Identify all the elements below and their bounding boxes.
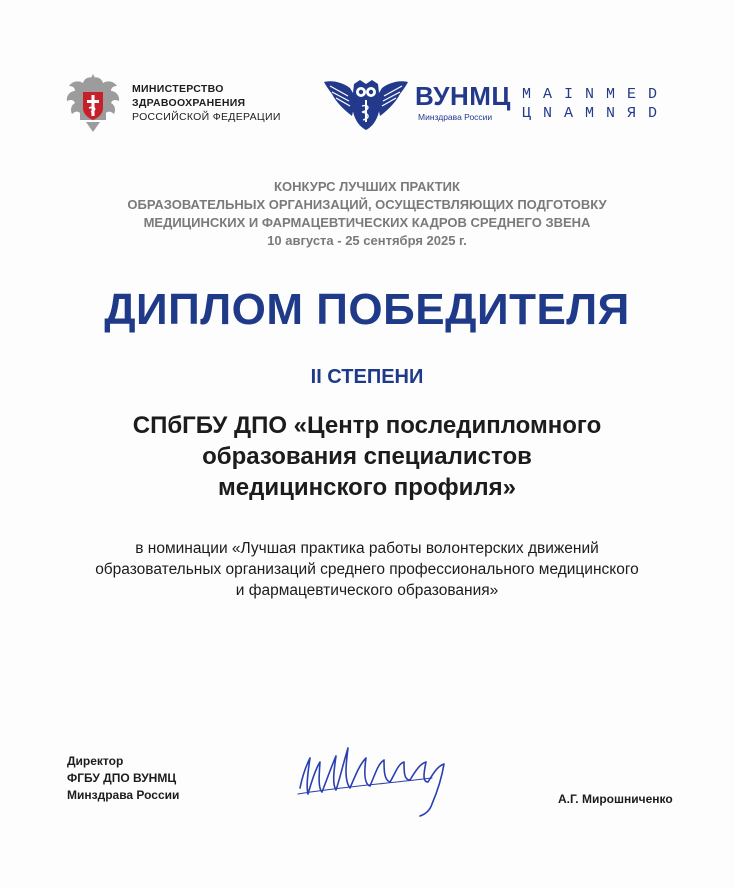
vunmc-title: ВУНМЦ [415, 81, 511, 111]
ministry-line-1: МИНИСТЕРСТВО [132, 83, 224, 95]
handwritten-signature [292, 728, 492, 818]
vunmc-logo [322, 76, 511, 132]
ministry-line-3: РОССИЙСКОЙ ФЕДЕРАЦИИ [132, 111, 281, 123]
signer-position-line-3: Минздрава России [67, 788, 180, 802]
signer-position-line-2: ФГБУ ДПО ВУНМЦ [67, 771, 177, 785]
owl-emblem-icon [322, 76, 410, 132]
organization-line-3: медицинского профиля» [218, 474, 516, 501]
signer-position-line-1: Директор [67, 754, 124, 768]
awardee-organization [0, 410, 734, 503]
contest-line-2: ОБРАЗОВАТЕЛЬНЫХ ОРГАНИЗАЦИЙ, ОСУЩЕСТВЛЯЮЩИХ ПОДГОТОВКУ [127, 197, 607, 212]
ministry-logo [62, 72, 312, 136]
organization-line-2: образования специалистов [202, 443, 532, 470]
mainmed-mirror-wordmark: ЦNAMNЯD [522, 105, 670, 122]
signer-position [67, 753, 179, 804]
mainmed-logo [522, 86, 687, 126]
contest-dates: 10 августа - 25 сентября 2025 г. [267, 233, 467, 248]
mainmed-wordmark: MAINMED [522, 86, 670, 103]
contest-line-3: МЕДИЦИНСКИХ И ФАРМАЦЕВТИЧЕСКИХ КАДРОВ СРЕДНЕГО ЗВЕНА [143, 215, 591, 230]
diploma-title: ДИПЛОМ ПОБЕДИТЕЛЯ [104, 285, 630, 334]
contest-line-1: КОНКУРС ЛУЧШИХ ПРАКТИК [274, 179, 460, 194]
ministry-line-2: ЗДРАВООХРАНЕНИЯ [132, 97, 246, 109]
contest-heading [0, 178, 734, 250]
signer-name: А.Г. Мирошниченко [558, 792, 673, 806]
nomination-line-1: в номинации «Лучшая практика работы волонтерских движений [135, 540, 599, 557]
ministry-emblem-icon [62, 72, 124, 136]
nomination-line-2: образовательных организаций среднего профессионального медицинского [95, 561, 639, 578]
organization-line-1: СПбГБУ ДПО «Центр последипломного [132, 412, 602, 439]
diploma-degree: II СТЕПЕНИ [310, 366, 424, 388]
nomination-text [0, 538, 734, 601]
nomination-line-3: и фармацевтического образования» [235, 582, 499, 599]
vunmc-subtitle: Минздрава России [418, 112, 493, 122]
